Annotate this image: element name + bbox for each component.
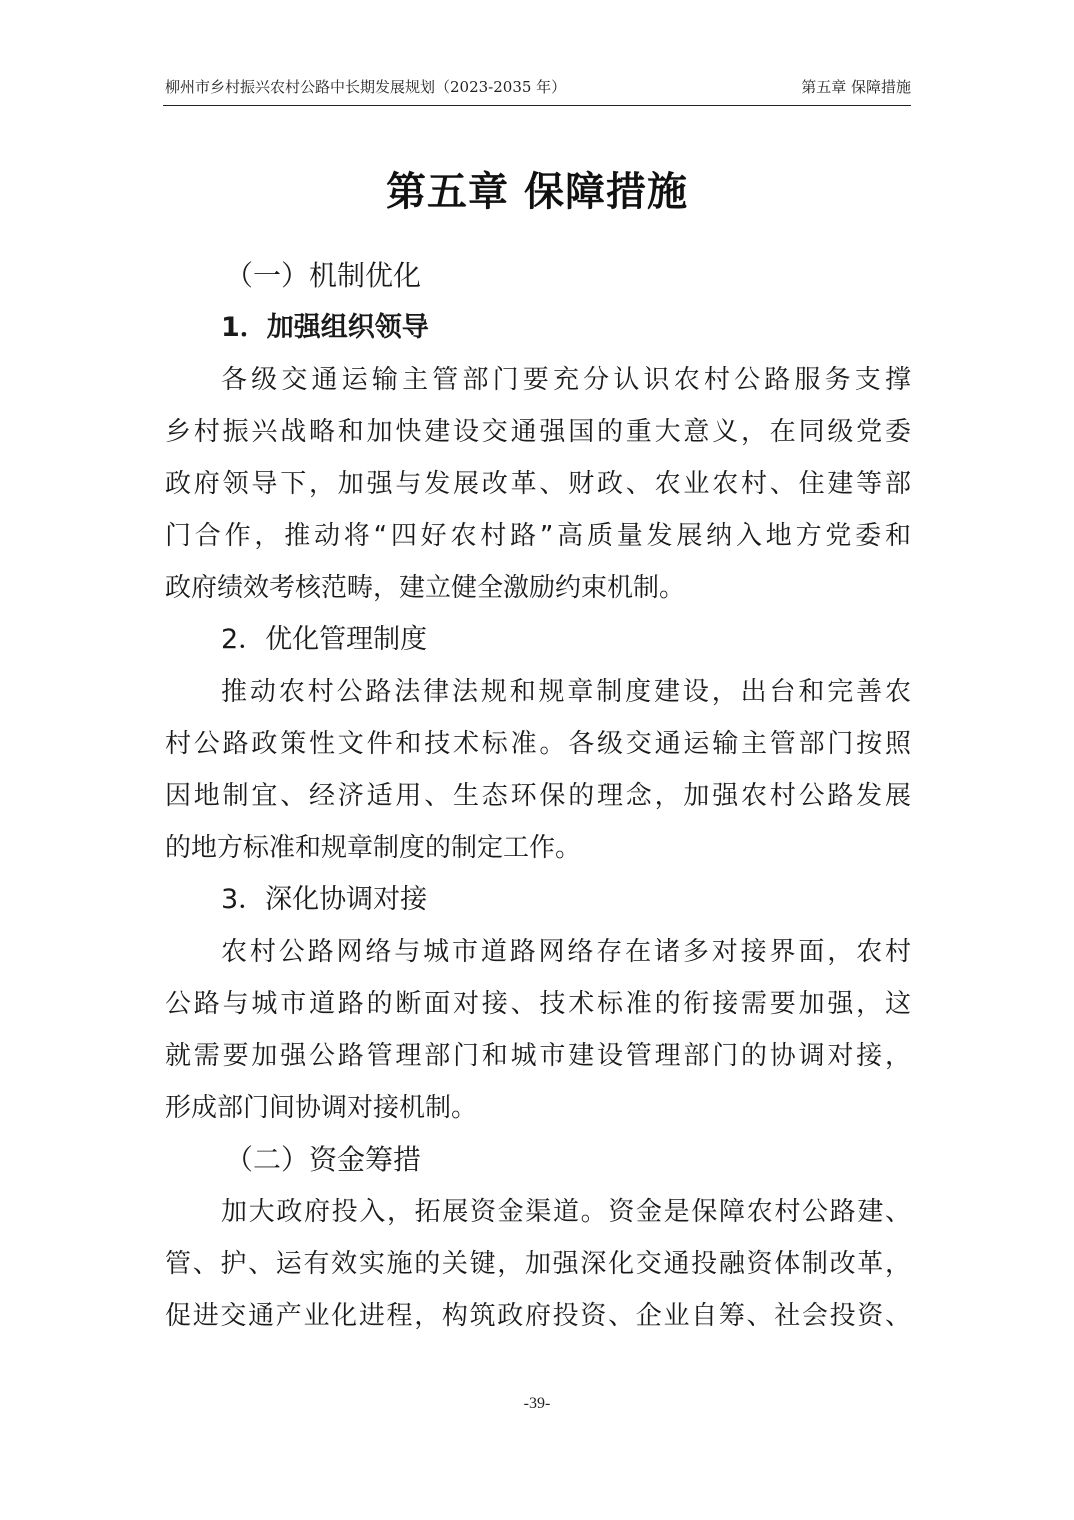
section-heading-funding: （二）资金筹措 [225,1143,422,1176]
subheading-coordination: 3．深化协调对接 [221,884,428,915]
paragraph-line: 村公路政策性文件和技术标准。各级交通运输主管部门按照 [165,729,911,759]
section-heading-mechanism: （一）机制优化 [225,259,422,292]
paragraph-line: 乡村振兴战略和加快建设交通强国的重大意义，在同级党委 [165,417,911,447]
paragraph-line: 的地方标准和规章制度的制定工作。 [165,833,582,863]
paragraph-line: 推动农村公路法律法规和规章制度建设，出台和完善农 [221,677,911,707]
header-divider [163,105,911,106]
paragraph-line: 农村公路网络与城市道路网络存在诸多对接界面，农村 [221,937,911,967]
paragraph-line: 政府领导下，加强与发展改革、财政、农业农村、住建等部 [165,469,911,499]
body-text [165,250,911,1342]
paragraph-organization [165,354,911,614]
running-header [165,76,911,97]
paragraph-line: 公路与城市道路的断面对接、技术标准的衔接需要加强，这 [165,989,911,1019]
paragraph-management [165,666,911,874]
page-number: -39- [523,1395,551,1412]
subheading-organization: 1．加强组织领导 [221,312,429,343]
paragraph-coordination [165,926,911,1134]
chapter-title: 第五章 保障措施 [386,168,688,215]
paragraph-line: 因地制宜、经济适用、生态环保的理念，加强农村公路发展 [165,781,911,811]
paragraph-line: 管、护、运有效实施的关键，加强深化交通投融资体制改革， [165,1249,911,1279]
subheading-management: 2．优化管理制度 [221,624,428,655]
paragraph-line: 促进交通产业化进程，构筑政府投资、企业自筹、社会投资、 [165,1301,911,1331]
paragraph-line: 门合作，推动将“四好农村路”高质量发展纳入地方党委和 [165,521,911,551]
paragraph-line: 就需要加强公路管理部门和城市建设管理部门的协调对接， [165,1041,911,1071]
paragraph-line: 加大政府投入，拓展资金渠道。资金是保障农村公路建、 [221,1197,911,1227]
paragraph-line: 形成部门间协调对接机制。 [165,1093,478,1123]
header-chapter-name: 第五章 保障措施 [801,78,911,96]
paragraph-funding [165,1186,911,1342]
header-document-title: 柳州市乡村振兴农村公路中长期发展规划（2023-2035 年） [165,78,567,96]
paragraph-line: 各级交通运输主管部门要充分认识农村公路服务支撑 [221,365,911,395]
paragraph-line: 政府绩效考核范畴，建立健全激励约束机制。 [165,573,686,603]
